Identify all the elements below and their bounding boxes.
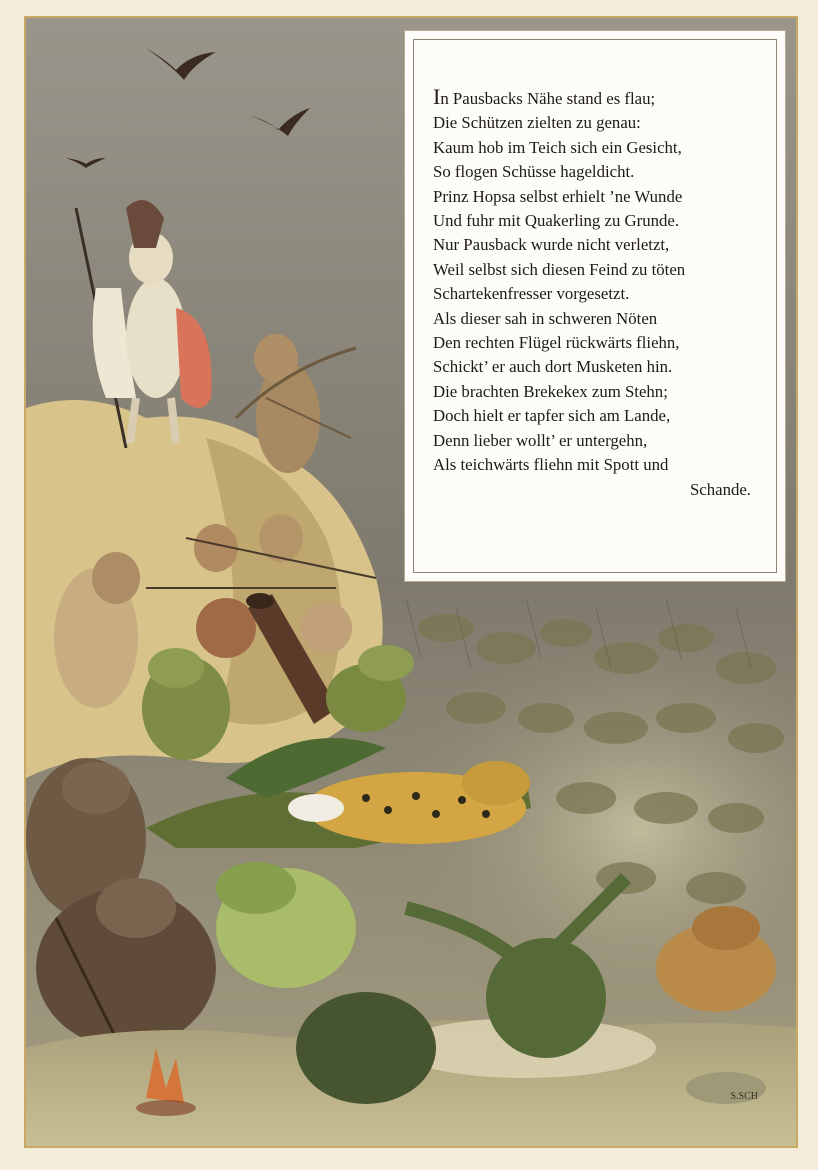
verse-line: Als teichwärts fliehn mit Spott und bbox=[433, 455, 669, 475]
verse-line: Nur Pausback wurde nicht verletzt, bbox=[433, 235, 670, 255]
verse-line: Prinz Hopsa selbst erhielt ’ne Wunde bbox=[433, 186, 683, 206]
verse-panel bbox=[404, 30, 786, 582]
verse-line: Die Schützen zielten zu genau: bbox=[433, 113, 641, 133]
verse-initial-letter: I bbox=[433, 84, 441, 109]
verse-line: Schartekenfresser vorgesetzt. bbox=[433, 284, 630, 304]
verse-line: Weil selbst sich diesen Feind zu töten bbox=[433, 259, 686, 279]
artist-signature: S.SCH bbox=[730, 1091, 758, 1102]
verse-text bbox=[433, 85, 751, 502]
verse-line: So flogen Schüsse hageldicht. bbox=[433, 162, 635, 182]
verse-line: Schickt’ er auch dort Musketen hin. bbox=[433, 357, 673, 377]
verse-line: Als dieser sah in schweren Nöten bbox=[433, 308, 658, 328]
verse-line: Kaum hob im Teich sich ein Gesicht, bbox=[433, 137, 682, 157]
verse-last-line: Schande. bbox=[689, 479, 751, 499]
verse-line: In Pausbacks Nähe stand es flau; bbox=[433, 84, 656, 109]
verse-line: Doch hielt er tapfer sich am Lande, bbox=[433, 406, 671, 426]
verse-line: Denn lieber wollt’ er untergehn, bbox=[433, 430, 648, 450]
verse-line: Und fuhr mit Quakerling zu Grunde. bbox=[433, 211, 680, 231]
verse-line: Die brachten Brekekex zum Stehn; bbox=[433, 381, 668, 401]
verse-line: Den rechten Flügel rückwärts fliehn, bbox=[433, 333, 680, 353]
